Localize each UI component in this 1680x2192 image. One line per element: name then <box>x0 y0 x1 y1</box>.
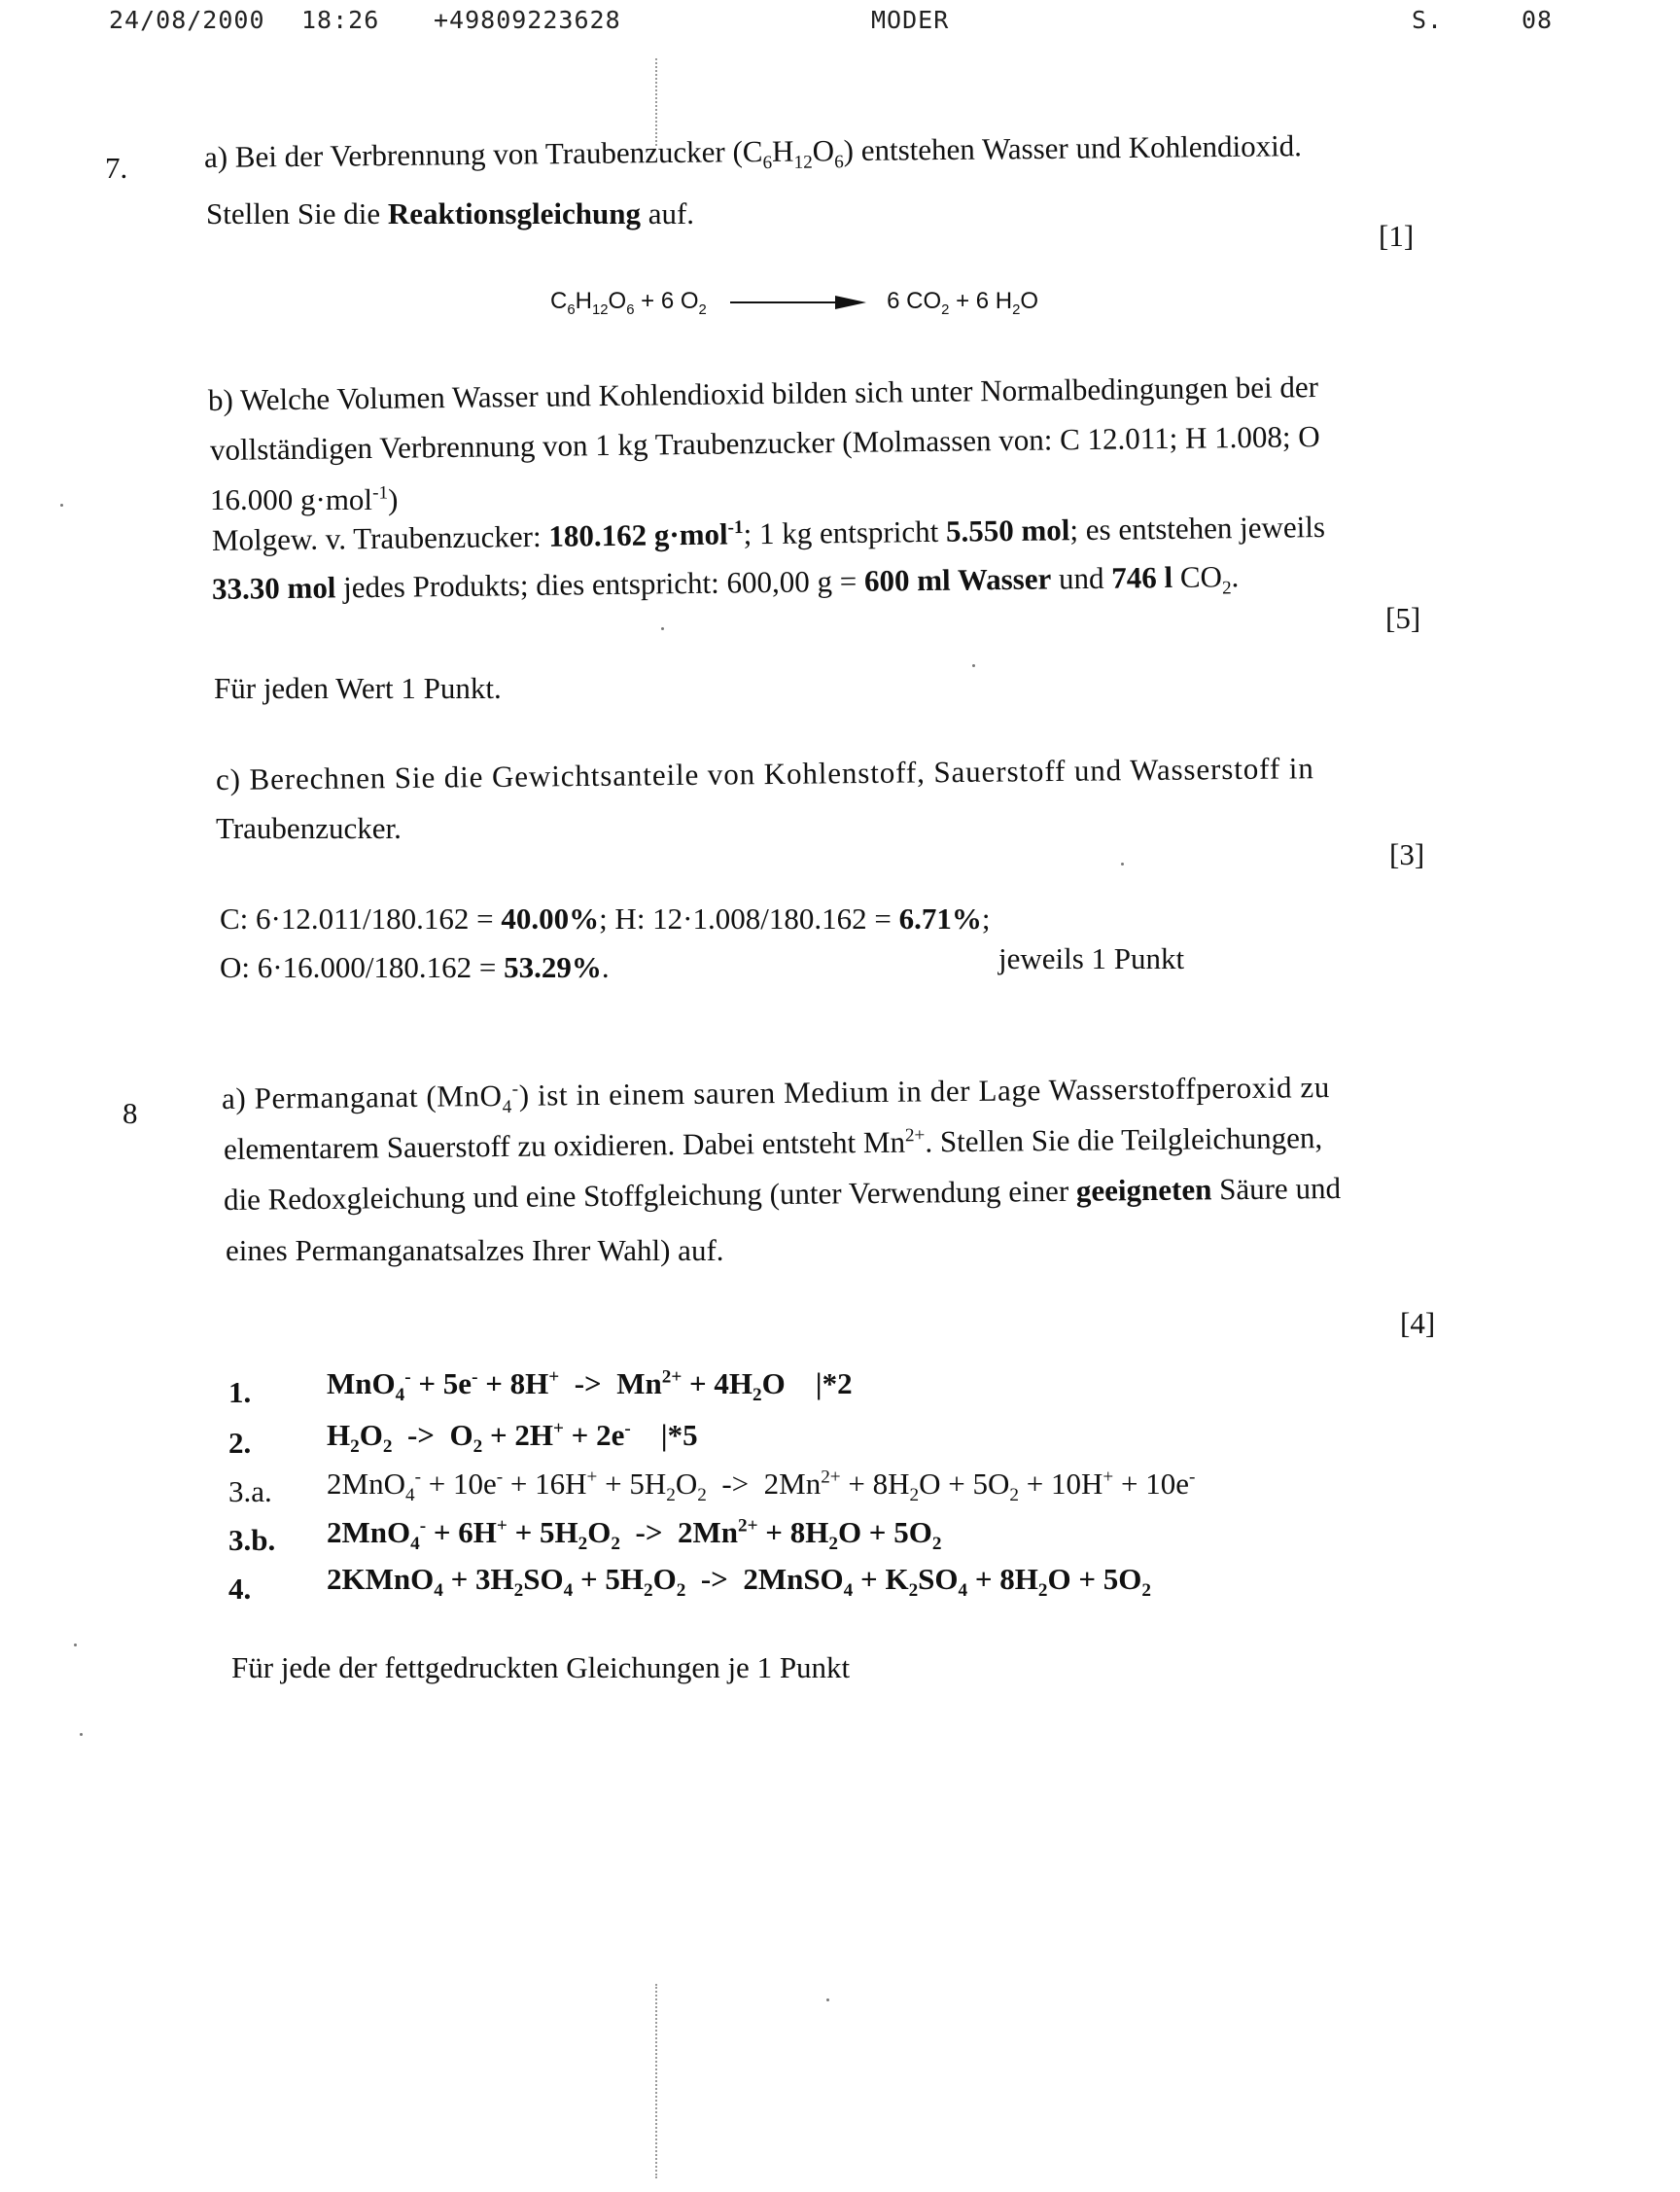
equation-2: $H_2O_2 -> O_2 + 2H^+ + 2e^-$ |*5 <box>327 1418 698 1458</box>
q7c-result-note: jeweils 1 Punkt <box>998 941 1185 975</box>
equation-3b: $2MnO_4^- + 6H^+ + 5H_2O_2 -> 2Mn^{2+} + 8H_2O + 5O_2$ <box>327 1515 942 1555</box>
question-8-number: 8 <box>122 1096 138 1130</box>
q7b-line5: 33.30 mol jedes Produkts; dies entspricht: 600,00 g = 600 ml Wasser und 746 l $CO_2$. <box>211 559 1240 606</box>
q7b-line1: b) Welche Volumen Wasser und Kohlendioxid bilden sich unter Normalbedingungen bei der <box>207 370 1319 417</box>
equation-1: $MnO_4^- + 5e^- + 8H^+ -> Mn^{2+} + 4H_2O$ |*2 <box>327 1366 853 1406</box>
fax-phone: +49809223628 <box>434 6 621 34</box>
q7b-line2: vollständigen Verbrennung von 1 kg Traubenzucker (Molmassen von: C 12.011; H 1.008; O <box>209 419 1320 467</box>
q8a-points: [4] <box>1400 1306 1436 1340</box>
q7a-points: [1] <box>1379 219 1415 253</box>
scan-speck <box>972 664 975 667</box>
scan-speck <box>60 504 63 507</box>
q7c-result2: O: 6·16.000/180.162 = 53.29%. <box>220 950 610 984</box>
scan-speck <box>1121 863 1124 866</box>
q7a-equation <box>550 288 1039 318</box>
reaction-arrow-icon <box>730 295 866 310</box>
q7c-line1: c) Berechnen Sie die Gewichtsanteile von Kohlenstoff, Sauerstoff und Wasserstoff in <box>215 751 1314 796</box>
q7b-line3: 16.000 g·mol$^{-1}$) <box>210 482 399 516</box>
equation-reactants: $C_6H_{12}O_6 + 6$ $O_2$ <box>550 288 707 318</box>
q7b-line4: Molgew. v. Traubenzucker: 180.162 g·mol$^{-1}$; 1 kg entspricht 5.550 mol; es entstehen jeweils <box>211 510 1326 557</box>
equation-4: 2KMnO$_4$ + $3H_2SO_4 + 5H_2O_2$ -> 2MnSO$_4$ + $K_2SO_4 + 8H_2O + 5O_2$ <box>327 1562 1152 1602</box>
equation-label-4: 4. <box>228 1572 252 1606</box>
fax-date: 24/08/2000 <box>109 6 265 34</box>
fold-line <box>655 1984 657 2178</box>
q8a-line3: die Redoxgleichung und eine Stoffgleichung (unter Verwendung einer geeigneten Säure und <box>223 1170 1342 1217</box>
equation-label-1: 1. <box>228 1375 252 1409</box>
equation-label-3b: 3.b. <box>228 1523 276 1557</box>
fax-time: 18:26 <box>301 6 380 34</box>
fax-page-label: S. <box>1412 6 1444 34</box>
equation-label-3a: 3.a. <box>228 1474 272 1508</box>
q8a-line2: elementarem Sauerstoff zu oxidieren. Dabei entsteht $Mn^{2+}$. Stellen Sie die Teilgleichungen, <box>223 1120 1323 1166</box>
equation-products: 6 $CO_2 + 6$ $H_2O$ <box>887 288 1039 318</box>
q7b-note: Für jeden Wert 1 Punkt. <box>214 671 502 705</box>
q7c-result1: C: 6·12.011/180.162 = 40.00%; H: 12·1.008/180.162 = 6.71%; <box>220 902 991 936</box>
equation-label-2: 2. <box>228 1426 252 1460</box>
equation-3a: $2MnO_4^- + 10e^- + 16H^+ + 5H_2O_2 -> 2Mn^{2+} + 8H_2O + 5O_2 + 10H^+ + 10e^-$ <box>327 1467 1196 1506</box>
fax-page-number: 08 <box>1522 6 1554 34</box>
q8a-line1: a) Permanganat (MnO$_4$-) ist in einem sauren Medium in der Lage Wasserstoffperoxid zu <box>221 1070 1331 1118</box>
scan-speck <box>826 1998 829 2001</box>
question-7-number: 7. <box>105 151 128 185</box>
fax-sender: MODER <box>871 6 950 34</box>
q7a-line1: a) Bei der Verbrennung von Traubenzucker $(C_6H_{12}O_6)$ entstehen Wasser und Kohlendioxid. <box>203 128 1303 174</box>
q8-note: Für jede der fettgedruckten Gleichungen je 1 Punkt <box>231 1650 851 1684</box>
q7c-line2: Traubenzucker. <box>216 811 402 845</box>
q7c-points: [3] <box>1389 837 1425 871</box>
q7b-points: [5] <box>1385 601 1421 635</box>
q7a-line2: Stellen Sie die Reaktionsgleichung auf. <box>206 196 695 230</box>
q8a-line4: eines Permanganatsalzes Ihrer Wahl) auf. <box>226 1233 724 1267</box>
scan-speck <box>80 1733 83 1736</box>
scan-speck <box>74 1644 77 1646</box>
scan-speck <box>661 627 664 630</box>
